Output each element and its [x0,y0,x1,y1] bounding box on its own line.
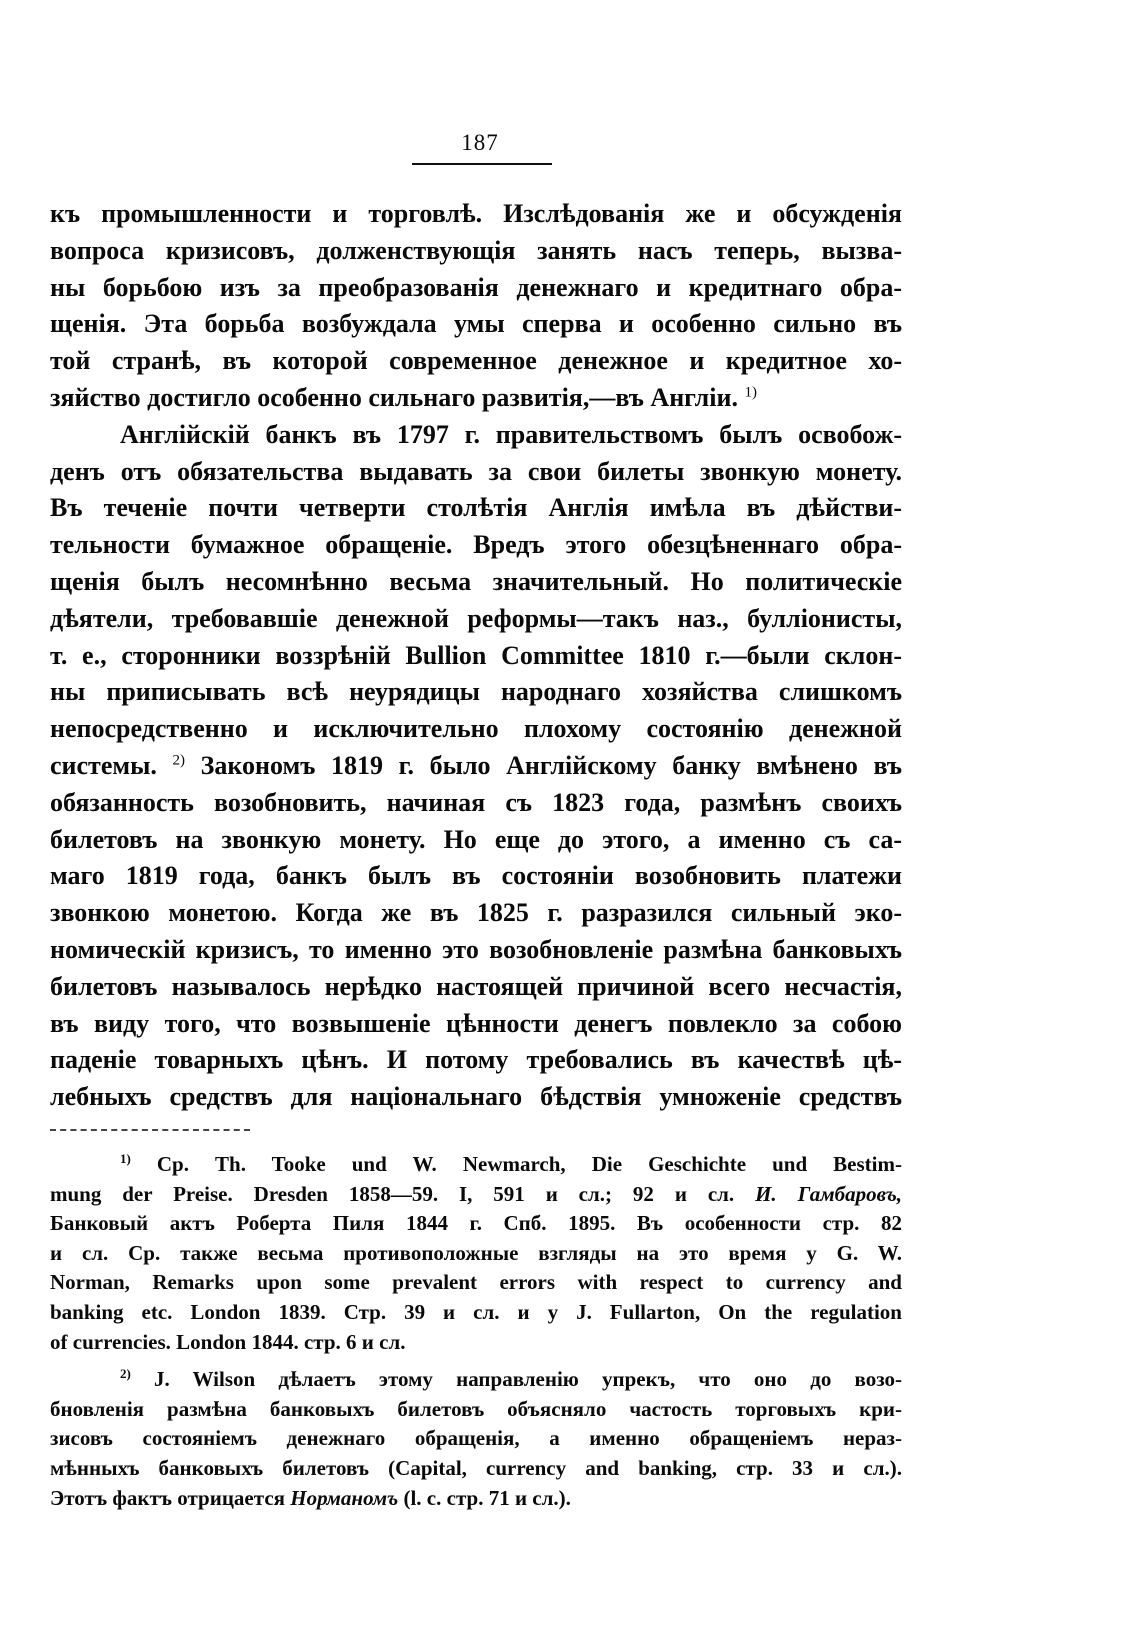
text-line: щенія. Эта борьба возбуждала умы сперва и особенно сильно въ [50,309,902,339]
footnote-separator [50,1129,250,1131]
footnote-text: Этотъ фактъ отрицается [50,1485,285,1510]
footnote-1-line: Банковый актъ Роберта Пиля 1844 г. Спб. 1895. Въ особенности стр. 82 [50,1211,902,1236]
footnotes [50,1150,902,1513]
text-line: дѣятели, требовавшіе денежной реформы—такъ наз., булліонисты, [50,603,902,633]
text-line: номическій кризисъ, то именно это возобновленіе размѣна банковыхъ [50,934,902,964]
text-line: денъ отъ обязательства выдавать за свои билеты звонкую монету. [50,456,902,486]
footnote-text: J. Wilson дѣлаетъ этому направленію упрекъ, что оно до возо- [154,1367,903,1392]
text-line: билетовъ называлось нерѣдко настоящей причиной всего несчастія, [50,971,902,1001]
footnote-2-line [50,1484,902,1514]
text-line: лебныхъ средствъ для національнаго бѣдствія умноженіе средствъ [50,1082,902,1112]
text-line: непосредственно и исключительно плохому состоянію денежной [50,714,902,744]
text-line: Въ теченіе почти четверти столѣтія Англія имѣла въ дѣйстви- [50,493,902,523]
footnote-1-line: of currencies. London 1844. стр. 6 и сл. [50,1329,406,1354]
text-line: обязанность возобновить, начиная съ 1823 года, размѣнъ своихъ [50,787,902,817]
footnote-2-line: мѣнныхъ банковыхъ билетовъ (Capital, currency and banking, стр. 33 и сл.). [50,1455,902,1480]
text-line: ны борьбою изъ за преобразованія денежнаго и кредитнаго обра- [50,272,902,302]
text-line: въ виду того, что возвышеніе цѣнности денегъ повлекло за собою [50,1008,902,1038]
footnote-1-line: и сл. Ср. также весьма противоположные взгляды на это время у G. W. [50,1240,902,1265]
footnote-2-line [50,1365,902,1395]
text-line: тельности бумажное обращеніе. Вредъ этого обезцѣненнаго обра- [50,530,902,560]
text-line: ны приписывать всѣ неурядицы народнаго хозяйства слишкомъ [50,677,902,707]
footnote-2-line: бновленія размѣна банковыхъ билетовъ объясняло частость торговыхъ кри- [50,1396,902,1421]
footnote-1-marker: 1) [120,1151,131,1166]
text-line: паденіе товарныхъ цѣнъ. И потому требовались въ качествѣ цѣ- [50,1045,902,1075]
main-text [50,196,902,1116]
footnote-2-marker: 2) [120,1366,131,1382]
footnote-1-line: Norman, Remarks upon some prevalent errors with respect to currency and [50,1270,902,1295]
text-line: той странѣ, въ которой современное денежное и кредитное хо- [50,346,902,376]
text-line-content: зяйство достигло особенно сильнаго развитія,—въ Англіи. [50,382,738,412]
text-line [50,748,902,785]
footnote-text: mung der Preise. Dresden 1858—59. I, 591 и сл.; 92 и сл. [50,1181,735,1206]
text-line: къ промышленности и торговлѣ. Изслѣдованія же и обсужденія [50,199,902,228]
footnote-2-line: зисовъ состояніемъ денежнаго обращенія, а именно обращеніемъ нераз- [50,1426,902,1451]
footnote-1-line [50,1150,902,1180]
text-line: вопроса кризисовъ, долженствующія занять насъ теперь, вызва- [50,235,902,265]
text-line: щенія былъ несомнѣнно весьма значительный. Но политическіе [50,566,902,596]
text-line: Англійскій банкъ въ 1797 г. правительствомъ былъ освобож- [120,419,902,449]
text-line: маго 1819 года, банкъ былъ въ состояніи возобновить платежи [50,861,902,891]
page-number-rule [412,163,552,165]
footnote-1-line [50,1180,902,1210]
text-line: т. е., сторонники воззрѣній Bullion Committee 1810 г.—были склон- [50,640,902,670]
text-line-content: системы. [50,750,157,780]
footnote-1-line: banking etc. London 1839. Стр. 39 и сл. и у J. Fullarton, On the regulation [50,1299,902,1324]
footnote-text: (l. c. стр. 71 и сл.). [403,1485,571,1510]
text-line: звонкою монетою. Когда же въ 1825 г. разразился сильный эко- [50,898,902,928]
page-number: 187 [461,130,499,155]
text-line: билетовъ на звонкую монету. Но еще до этого, а именно съ са- [50,824,902,854]
author-name: Норманомъ [290,1485,399,1510]
footnote-ref-2[interactable]: 2) [172,752,186,769]
footnote-ref-1[interactable]: 1) [744,384,757,401]
text-line [50,380,902,417]
footnote-text: Ср. Th. Tooke und W. Newmarch, Die Geschichte und Bestim- [156,1152,902,1176]
author-name: И. Гамбаровъ, [755,1181,903,1206]
text-line-content: Закономъ 1819 г. было Англійскому банку вмѣнено въ [200,750,903,780]
